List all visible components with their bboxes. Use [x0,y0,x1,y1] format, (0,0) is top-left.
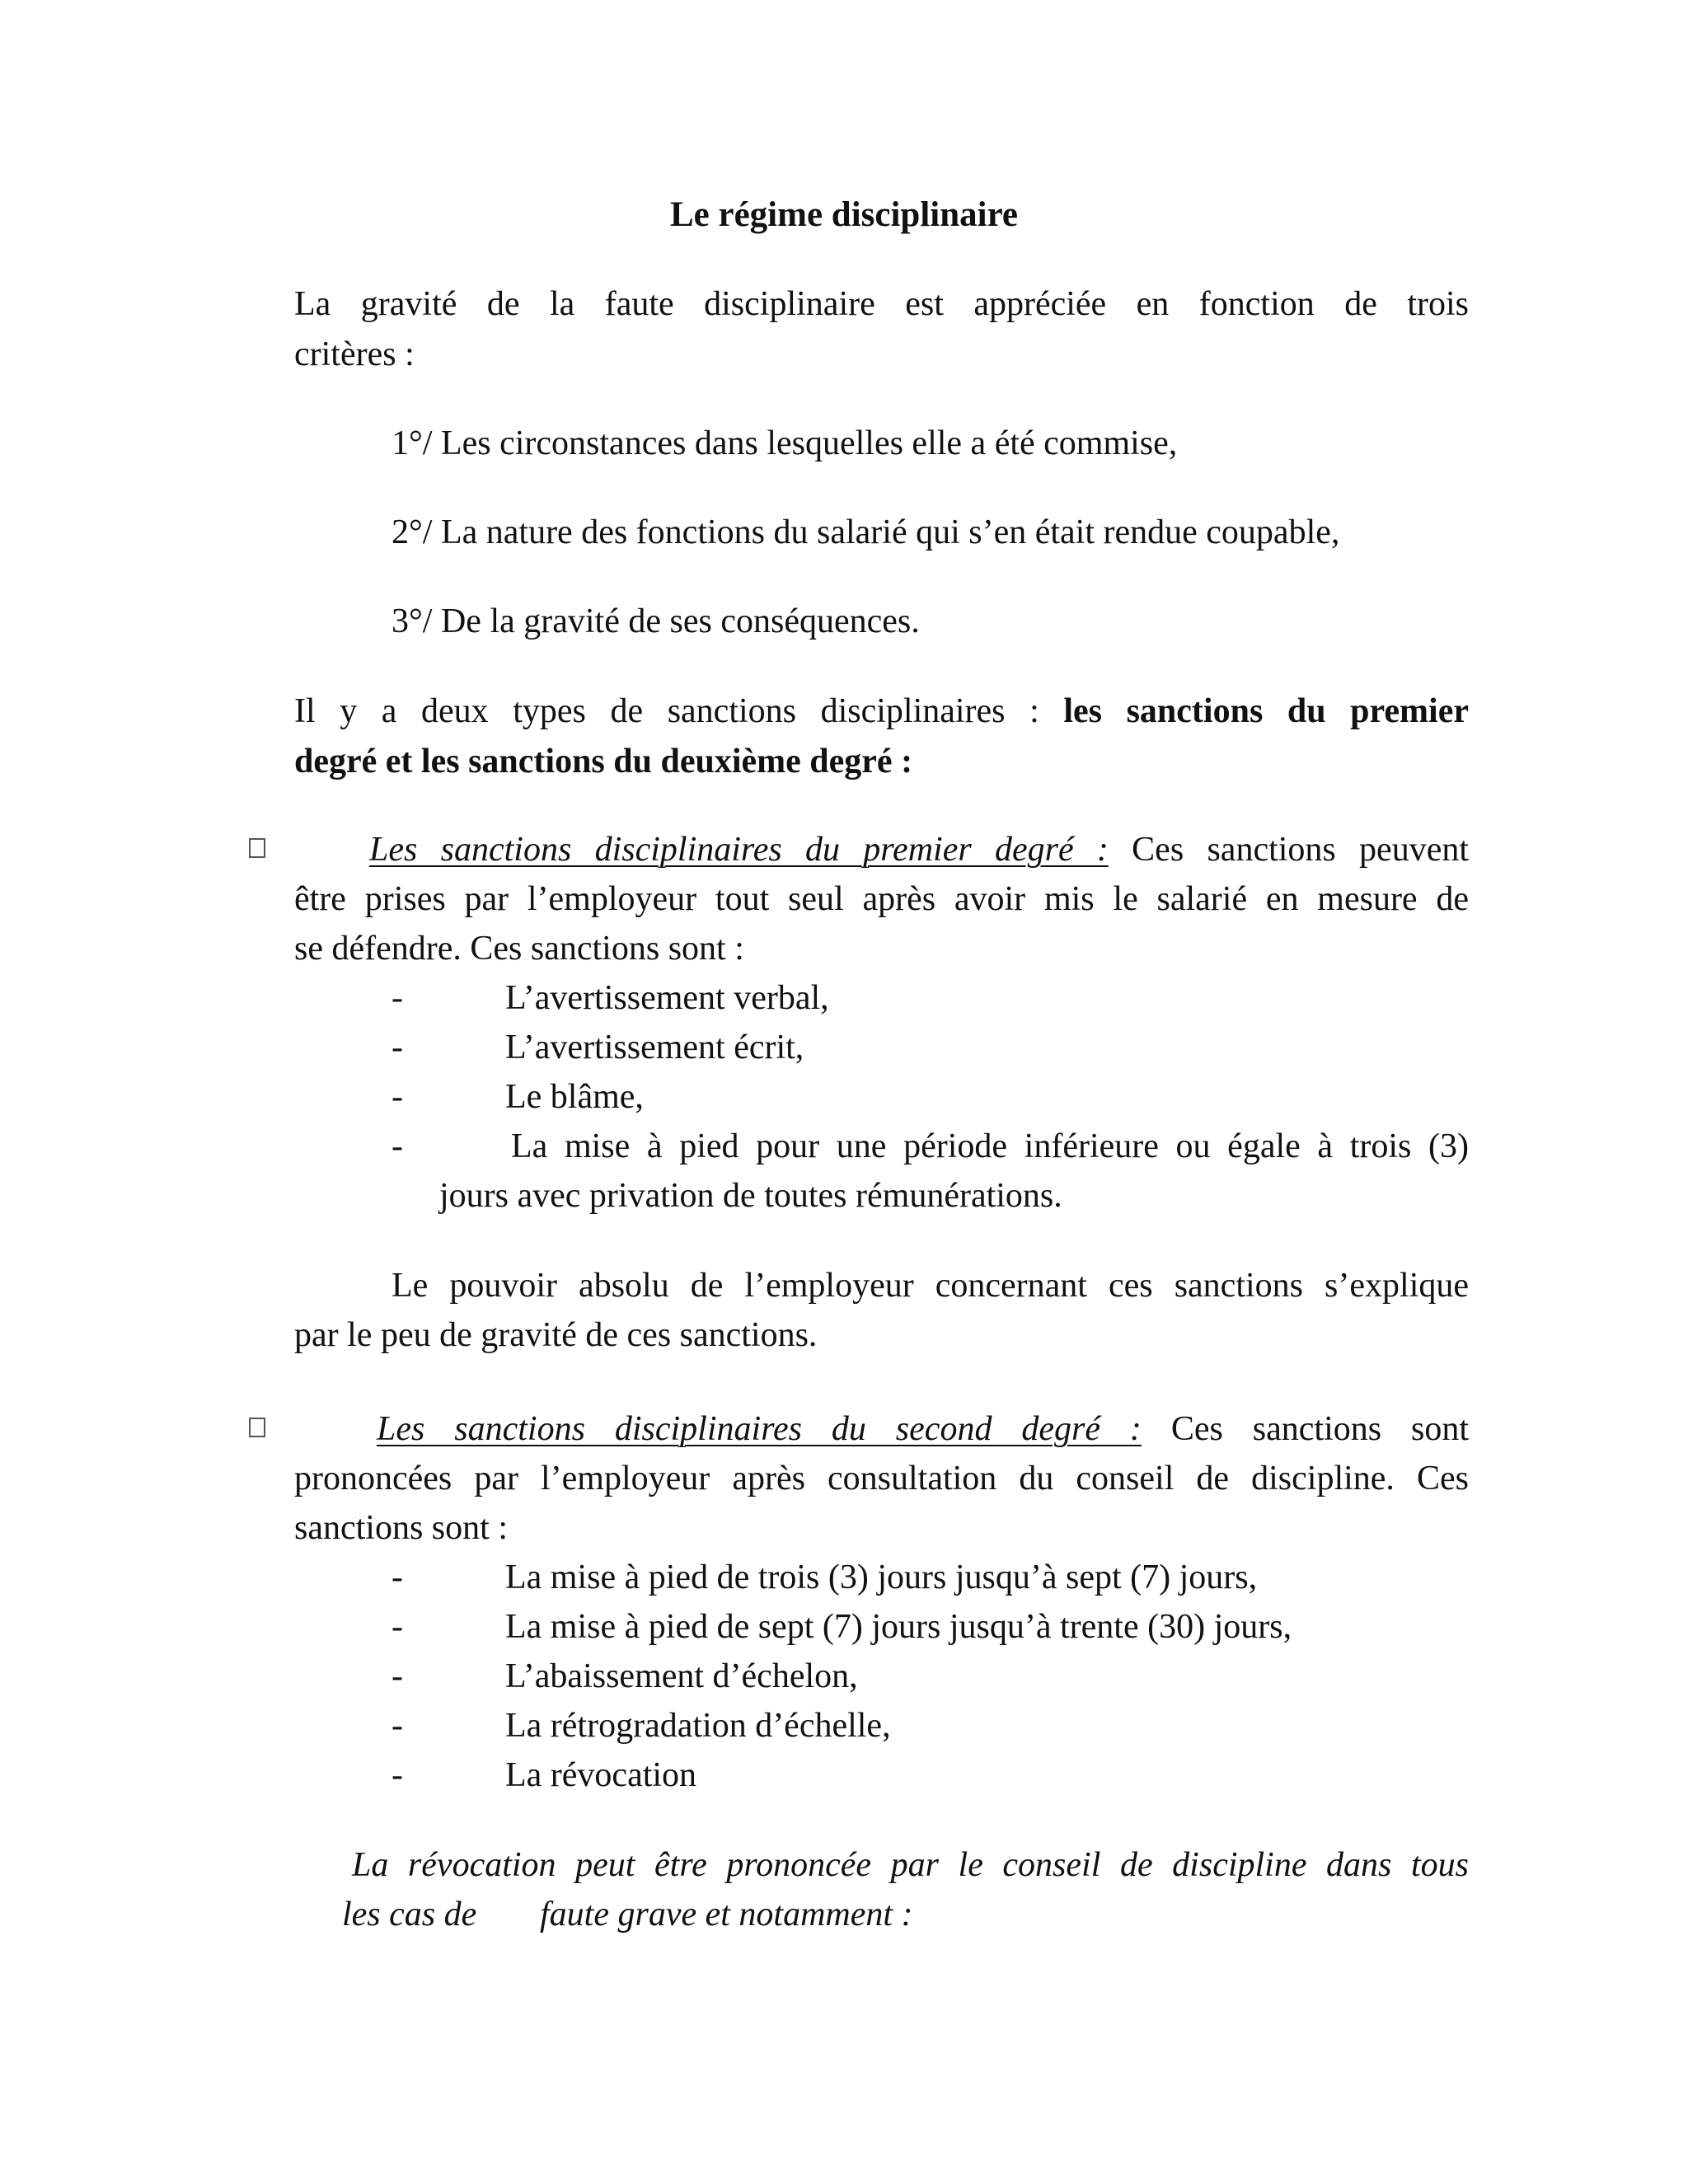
revocation-line-2a: les cas de [342,1896,477,1933]
second-degree-item-2: La mise à pied de sept (7) jours jusqu’à trente (30) jours, [505,1608,1292,1646]
criterion-2: 2°/ La nature des fonctions du salarié qui s’en était rendue coupable, [392,513,1340,551]
second-degree-item-3: L’abaissement d’échelon, [505,1657,858,1695]
intro-line-2: critères : [294,335,415,373]
list-dash: - [392,1756,403,1794]
second-degree-line-3: sanctions sont : [294,1509,508,1547]
second-degree-line-2: prononcées par l’employeur après consultation du conseil de discipline. Ces [294,1460,1469,1497]
revocation-line-2b: faute grave et notamment : [540,1896,913,1933]
types-line-1 [294,687,1469,735]
second-degree-line-1-rest: Ces sanctions sont [1170,1410,1470,1448]
list-dash: - [392,1127,403,1165]
second-degree-heading: Les sanctions disciplinaires du second degré : [377,1410,1142,1448]
criterion-3: 3°/ De la gravité de ses conséquences. [392,602,920,640]
first-degree-line-1 [369,826,1469,874]
intro-line-1: La gravité de la faute disciplinaire est appréciée en fonction de trois [294,285,1469,323]
second-degree-item-1: La mise à pied de trois (3) jours jusqu’à sept (7) jours, [505,1558,1258,1596]
list-dash: - [392,1657,403,1695]
first-degree-line-2: être prises par l’employeur tout seul après avoir mis le salarié en mesure de [294,880,1469,918]
first-degree-note-2: par le peu de gravité de ces sanctions. [294,1316,818,1354]
first-degree-item-4-cont: jours avec privation de toutes rémunérations. [439,1177,1062,1215]
bullet-box-icon [249,838,265,858]
types-line-2: degré et les sanctions du deuxième degré : [294,743,913,780]
first-degree-note-1: Le pouvoir absolu de l’employeur concernant ces sanctions s’explique [392,1267,1469,1305]
types-bold-text: les sanctions du premier [1063,692,1469,730]
bullet-box-icon [249,1418,265,1437]
list-dash: - [392,1608,403,1646]
revocation-line-1: La révocation peut être prononcée par le conseil de discipline dans tous [352,1846,1469,1884]
list-dash: - [392,1558,403,1596]
list-dash: - [392,1078,403,1116]
second-degree-item-5: La révocation [505,1756,697,1794]
list-dash: - [392,1029,403,1066]
first-degree-item-3: Le blâme, [505,1078,644,1116]
first-degree-item-4: La mise à pied pour une période inférieure ou égale à trois (3) [511,1127,1469,1165]
list-dash: - [392,979,403,1017]
types-intro-text: Il y a deux types de sanctions disciplinaires : [294,692,1039,730]
list-dash: - [392,1707,403,1745]
page-title: Le régime disciplinaire [670,195,1018,234]
first-degree-item-2: L’avertissement écrit, [505,1029,804,1066]
second-degree-item-4: La rétrogradation d’échelle, [505,1707,891,1745]
first-degree-item-1: L’avertissement verbal, [505,979,829,1017]
first-degree-line-3: se défendre. Ces sanctions sont : [294,930,744,968]
second-degree-line-1 [377,1405,1469,1453]
criterion-1: 1°/ Les circonstances dans lesquelles elle a été commise, [392,424,1178,462]
first-degree-line-1-rest: Ces sanctions peuvent [1132,831,1470,869]
first-degree-heading: Les sanctions disciplinaires du premier degré : [369,831,1109,869]
